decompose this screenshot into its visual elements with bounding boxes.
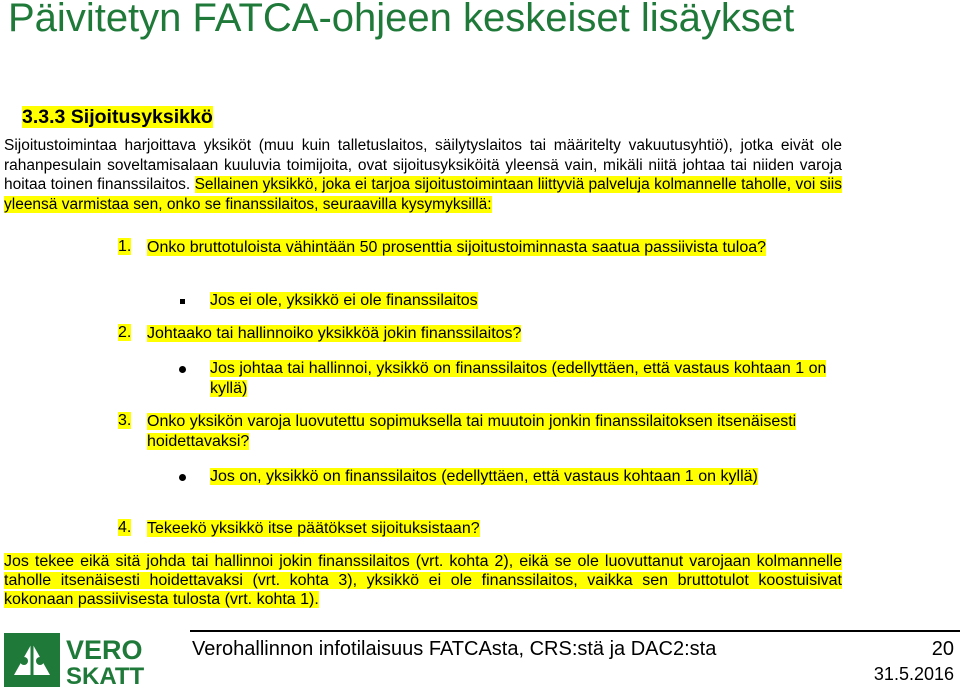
question-text: Onko bruttotuloista vähintään 50 prosenttia sijoitustoiminnasta saatua passiivista tuloa? <box>147 239 767 256</box>
slide-title: Päivitetyn FATCA-ohjeen keskeiset lisäykset <box>8 0 795 40</box>
page-number: 20 <box>931 638 954 660</box>
svg-text:VERO: VERO <box>66 635 143 665</box>
question-number: 3. <box>118 412 132 429</box>
answer-text: Jos on, yksikkö on finanssilaitos (edellyttäen, että vastaus kohtaan 1 on kyllä) <box>210 468 758 485</box>
section-heading: 3.3.3 Sijoitusyksikkö <box>22 106 213 128</box>
vero-skatt-logo <box>4 633 180 687</box>
question-number: 2. <box>118 324 132 341</box>
question-number: 4. <box>118 519 132 536</box>
footer-divider <box>190 630 960 632</box>
conclusion-paragraph: Jos tekee eikä sitä johda tai hallinnoi jokin finanssilaitos (vrt. kohta 2), eikä se ole luovuttanut varojaan kolmannelle taholle itsenäisesti hoidettavaksi (vrt. kohta 3), yksikkö ei ole finanssilaitos, vaikka sen bruttotulot koostuisivat kokonaan passiivisesta tulosta (vrt. kohta 1). <box>4 553 842 608</box>
square-bullet-icon <box>180 299 185 304</box>
footer-text: Verohallinnon infotilaisuus FATCAsta, CRS:stä ja DAC2:sta <box>192 638 717 660</box>
question-text: Tekeekö yksikkö itse päätökset sijoituksistaan? <box>147 520 480 537</box>
answer-text: Jos ei ole, yksikkö ei ole finanssilaitos <box>210 292 478 309</box>
question-text: Onko yksikön varoja luovutettu sopimuksella tai muutoin jonkin finanssilaitoksen itsenäisesti hoidettavaksi? <box>147 413 797 450</box>
intro-highlight-text: Sellainen yksikkö, joka ei tarjoa sijoitustoimintaan liittyviä palveluja kolmannelle taholle, voi siis yleensä varmistaa sen, onko se finanssilaitos, seuraavilla kysymyksillä: <box>4 176 843 213</box>
slide-date: 31.5.2016 <box>873 664 954 684</box>
answer-text: Jos johtaa tai hallinnoi, yksikkö on finanssilaitos (edellyttäen, että vastaus kohtaan 1 on kyllä) <box>210 360 827 397</box>
intro-plain-text: Sijoitustoimintaa harjoittava yksiköt (muu kuin talletuslaitos, säilytyslaitos tai määritelty vakuutusyhtiö), jotka eivät ole rahanpesulain soveltamisalaan kuuluvia toimijoita, ovat sijoitusyksiköitä yleensä vain, mikäli niitä johtaa tai niiden varoja hoitaa toinen finanssilaitos. <box>4 137 842 193</box>
question-text: Johtaako tai hallinnoiko yksikköä jokin finanssilaitos? <box>147 325 522 342</box>
intro-paragraph <box>4 136 842 214</box>
round-bullet-icon <box>179 474 186 481</box>
round-bullet-icon <box>179 366 186 373</box>
svg-text:SKATT: SKATT <box>66 663 145 687</box>
question-number: 1. <box>118 238 132 255</box>
